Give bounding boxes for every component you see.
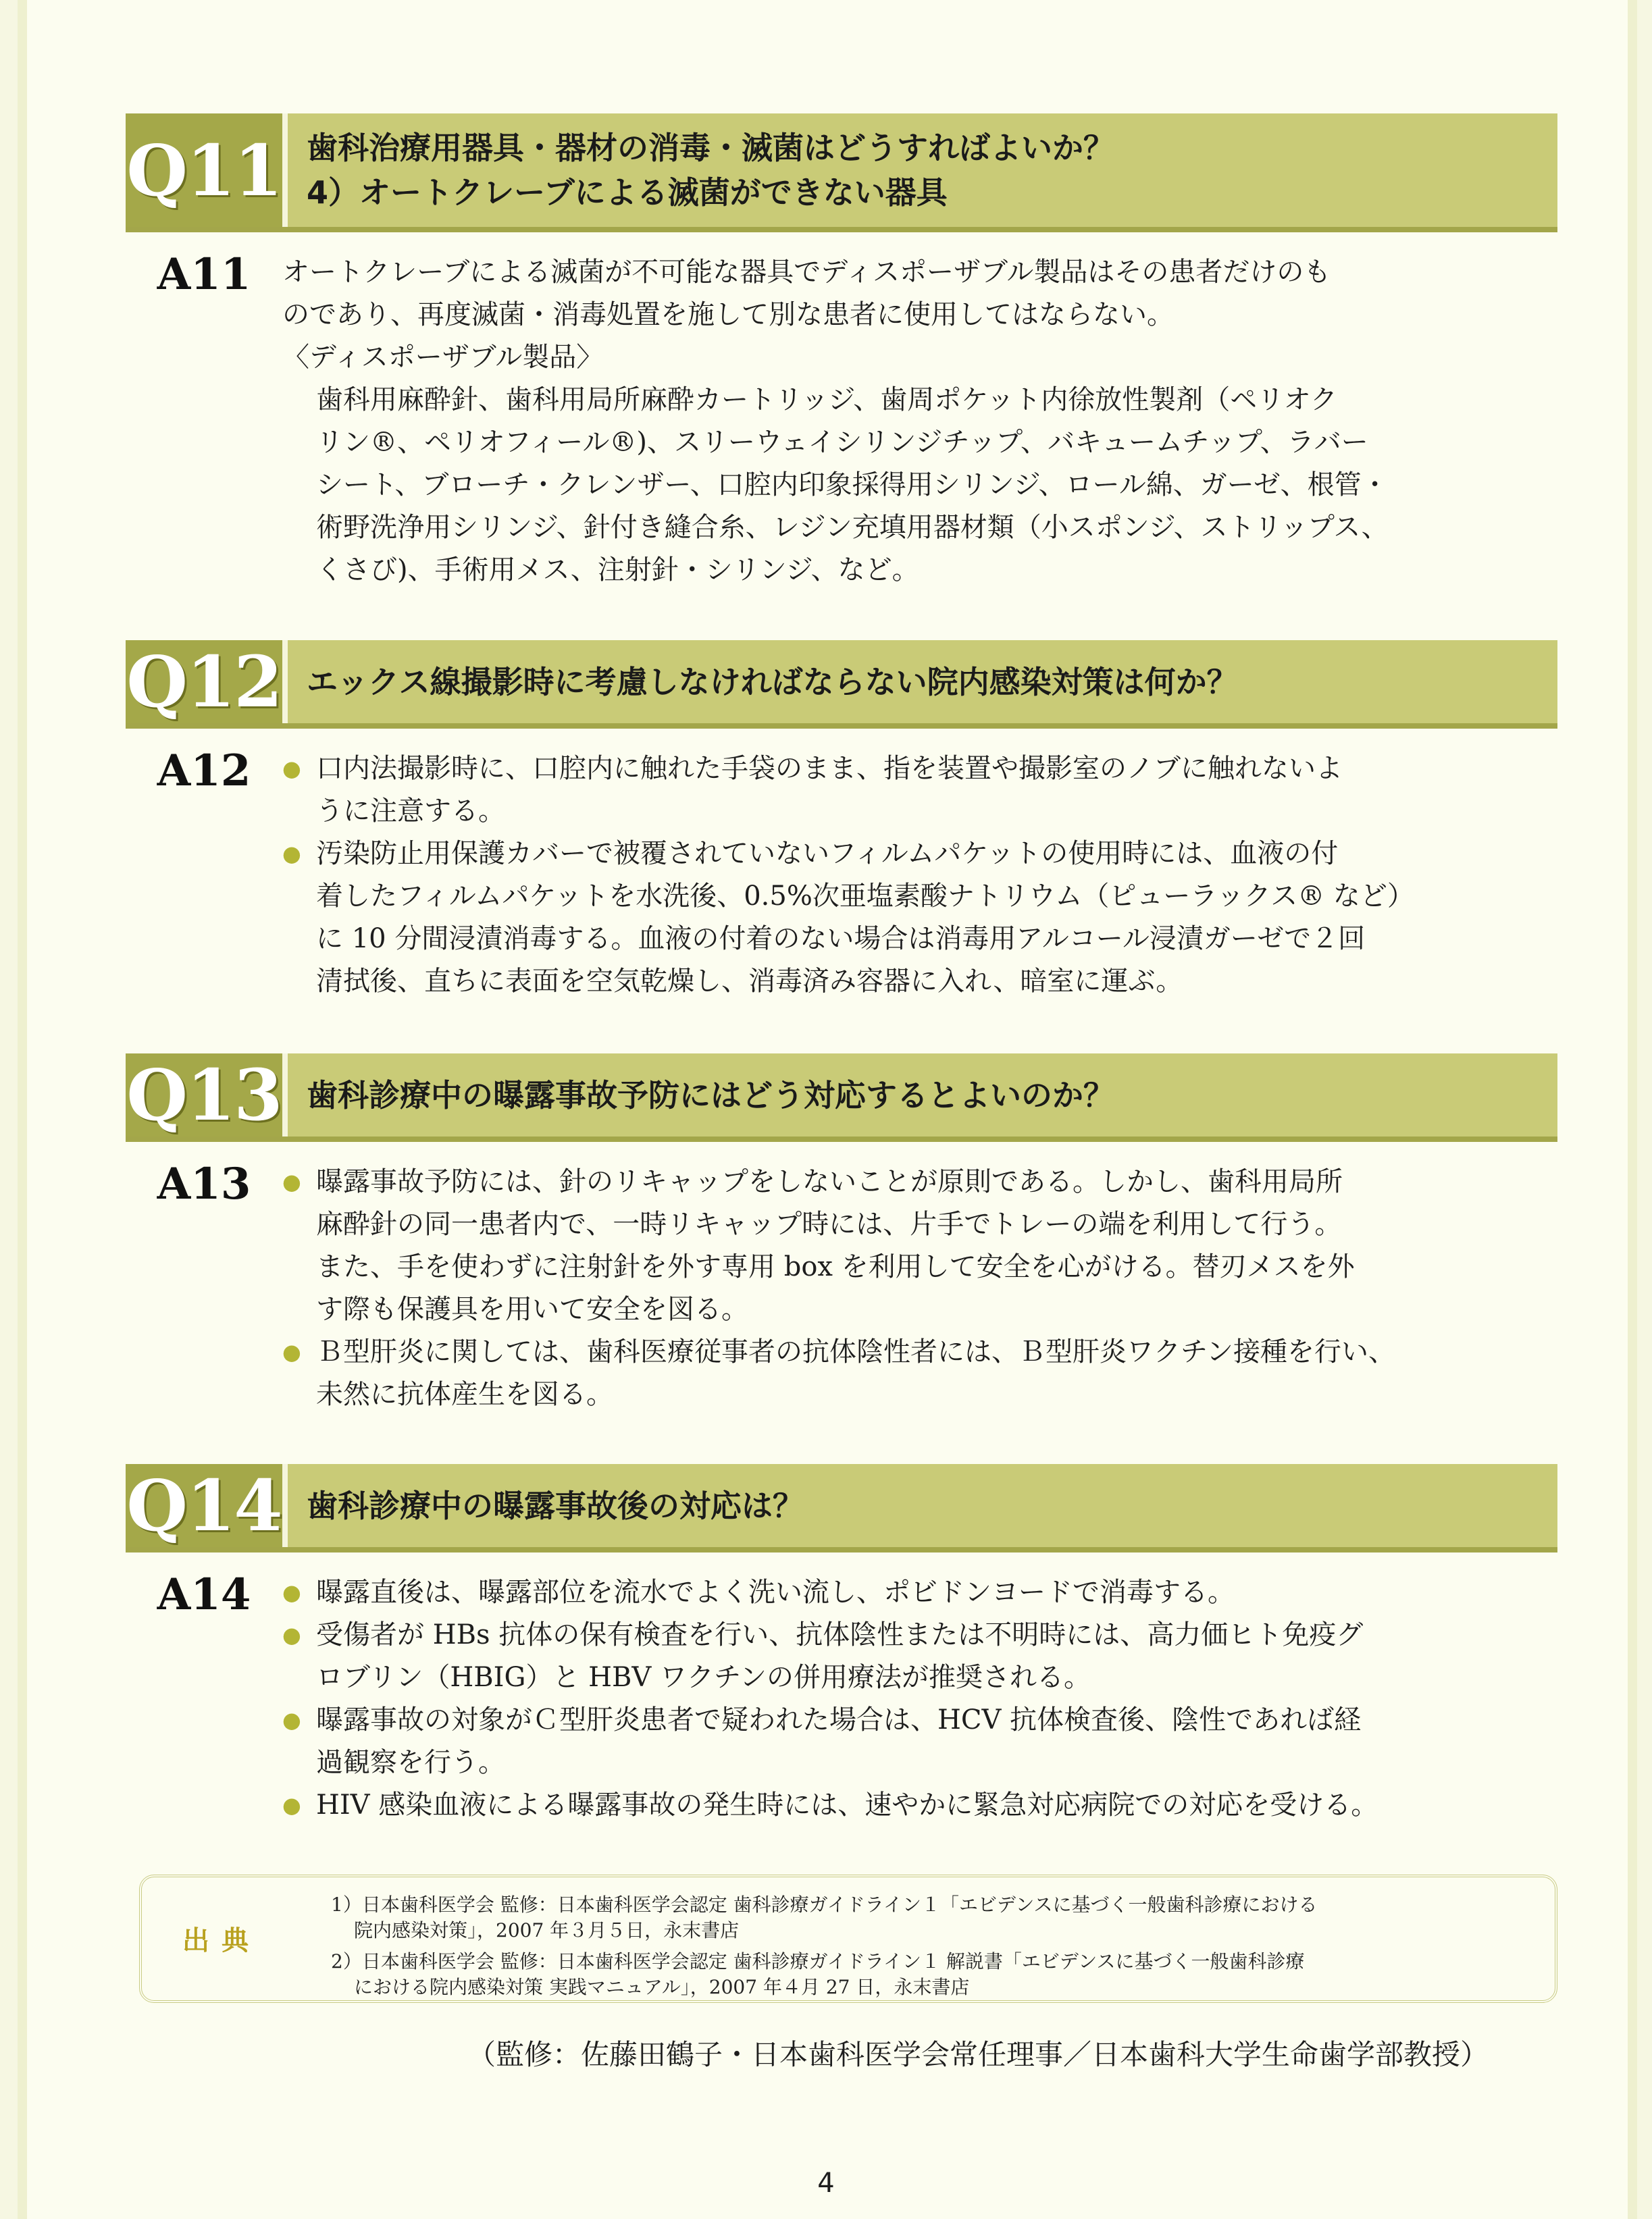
answer-label: A14 [157, 1569, 251, 1620]
bullet-item [282, 1699, 1557, 1784]
question-title: 歯科診療中の曝露事故後の対応は？ [307, 1487, 804, 1524]
source-line: における院内感染対策 実践マニュアル」，2007 年４月 27 日，永末書店 [354, 1976, 970, 1998]
answer-line: オートクレーブによる滅菌が不可能な器具でディスポーザブル製品はその患者だけのも [282, 257, 1331, 288]
source-line: 1）日本歯科医学会 監修：日本歯科医学会認定 歯科診療ガイドライン１「エビデンスに基づく一般歯科診療における [331, 1894, 1318, 1916]
question-title: 歯科診療中の曝露事故予防にはどう対応するとよいのか？ [307, 1076, 1114, 1114]
answer-line: のであり、再度滅菌・消毒処置を施して別な患者に使用してはならない。 [282, 299, 1174, 330]
question-badge: Q11 [126, 113, 288, 227]
bullet-item [282, 833, 1557, 1003]
bullet-line: ● 口内法撮影時に、口腔内に触れた手袋のまま、指を装置や撮影室のノブに触れないよ [316, 753, 1343, 784]
product-line: リン®、ペリオフィール®)、スリーウェイシリンジチップ、バキュームチップ、ラバー [316, 427, 1368, 458]
question-badge: Q14 [126, 1464, 288, 1547]
question-title: エックス線撮影時に考慮しなければならない院内感染対策は何か？ [307, 663, 1238, 700]
bullet-line: ● 汚染防止用保護カバーで被覆されていないフィルムパケットの使用時には、血液の付 [316, 838, 1339, 869]
bullet-line: ● 曝露直後は、曝露部位を流水でよく洗い流し、ポビドンヨードで消毒する。 [316, 1577, 1235, 1608]
source-item [331, 1949, 1528, 2000]
bullet-item [282, 748, 1557, 833]
source-item [331, 1892, 1528, 1943]
bullet-line: ロブリン（HBIG）と HBV ワクチンの併用療法が推奨される。 [316, 1662, 1091, 1693]
bullet-line: うに注意する。 [316, 795, 505, 827]
question-badge: Q13 [126, 1053, 288, 1137]
qa-section-q13 [126, 1053, 1557, 1416]
product-list [282, 379, 1557, 592]
answer-label: A11 [157, 249, 251, 300]
product-line: シート、ブローチ・クレンザー、口腔内印象採得用シリンジ、ロール綿、ガーゼ、根管・ [316, 469, 1389, 500]
bullet-line: ● Ｂ型肝炎に関しては、歯科医療従事者の抗体陰性者には、Ｂ型肝炎ワクチン接種を行い、 [316, 1336, 1395, 1367]
supervisor-credit: （監修：佐藤田鶴子・日本歯科医学会常任理事／日本歯科大学生命歯学部教授） [467, 2038, 1489, 2071]
page-number: 4 [817, 2168, 835, 2199]
product-line: 歯科用麻酔針、歯科用局所麻酔カートリッジ、歯周ポケット内徐放性製剤（ペリオク [316, 384, 1337, 415]
product-line: くさび)、手術用メス、注射針・シリンジ、など。 [316, 554, 919, 585]
question-bar [126, 640, 1557, 729]
bullet-line: 着したフィルムパケットを水洗後、0.5%次亜塩素酸ナトリウム（ピューラックス® など） [316, 881, 1414, 912]
question-bar [126, 1053, 1557, 1142]
answer-body [282, 748, 1557, 1003]
bullet-line: に 10 分間浸漬消毒する。血液の付着のない場合は消毒用アルコール浸漬ガーゼで２回 [316, 923, 1366, 954]
bullet-item [282, 1784, 1557, 1827]
question-title-line: 歯科治療用器具・器材の消毒・滅菌はどうすればよいか？ [307, 130, 1114, 166]
bullet-line: 麻酔針の同一患者内で、一時リキャップ時には、片手でトレーの端を利用して行う。 [316, 1209, 1342, 1240]
sources-label: 出典 [182, 1925, 261, 1956]
bullet-item [282, 1161, 1557, 1331]
answer-body [282, 1161, 1557, 1416]
answer-body [282, 1571, 1557, 1827]
source-line: 院内感染対策」，2007 年３月５日，永末書店 [354, 1919, 740, 1941]
bullet-line: す際も保護具を用いて安全を図る。 [316, 1294, 748, 1325]
bullet-item [282, 1571, 1557, 1614]
question-bar [126, 1464, 1557, 1552]
source-line: 2）日本歯科医学会 監修：日本歯科医学会認定 歯科診療ガイドライン１ 解説書「エビデンスに基づく一般歯科診療 [331, 1950, 1305, 1973]
question-title [288, 113, 1557, 227]
bullet-line: 清拭後、直ちに表面を空気乾燥し、消毒済み容器に入れ、暗室に運ぶ。 [316, 966, 1183, 997]
answer-line: 〈ディスポーザブル製品〉 [282, 342, 604, 373]
bullet-item [282, 1331, 1557, 1416]
question-title-line: 4）オートクレーブによる滅菌ができない器具 [307, 174, 948, 211]
bullet-line: 過観察を行う。 [316, 1747, 505, 1778]
question-bar [126, 113, 1557, 232]
bullet-line: 未然に抗体産生を図る。 [316, 1379, 613, 1410]
bullet-item [282, 1614, 1557, 1699]
answer-body [282, 251, 1557, 592]
bullet-line: ● 曝露事故予防には、針のリキャップをしないことが原則である。しかし、歯科用局所 [316, 1166, 1343, 1197]
qa-section-q11 [126, 113, 1557, 592]
sources-box [139, 1875, 1557, 2003]
answer-label: A12 [157, 746, 251, 796]
qa-section-q14 [126, 1464, 1557, 1827]
answer-label: A13 [157, 1159, 251, 1209]
bullet-line: ● 曝露事故の対象がＣ型肝炎患者で疑われた場合は、HCV 抗体検査後、陰性であれば経 [316, 1704, 1362, 1735]
bullet-line: ● 受傷者が HBs 抗体の保有検査を行い、抗体陰性または不明時には、高力価ヒト免疫グ [316, 1619, 1364, 1650]
question-badge: Q12 [126, 640, 288, 723]
qa-section-q12 [126, 640, 1557, 1003]
page [18, 0, 1637, 2219]
product-line: 術野洗浄用シリンジ、針付き縫合糸、レジン充填用器材類（小スポンジ、ストリップス、 [316, 512, 1389, 543]
bullet-line: ● HIV 感染血液による曝露事故の発生時には、速やかに緊急対応病院での対応を受ける。 [316, 1790, 1378, 1821]
bullet-line: また、手を使わずに注射針を外す専用 box を利用して安全を心がける。替刃メスを外 [316, 1251, 1355, 1282]
